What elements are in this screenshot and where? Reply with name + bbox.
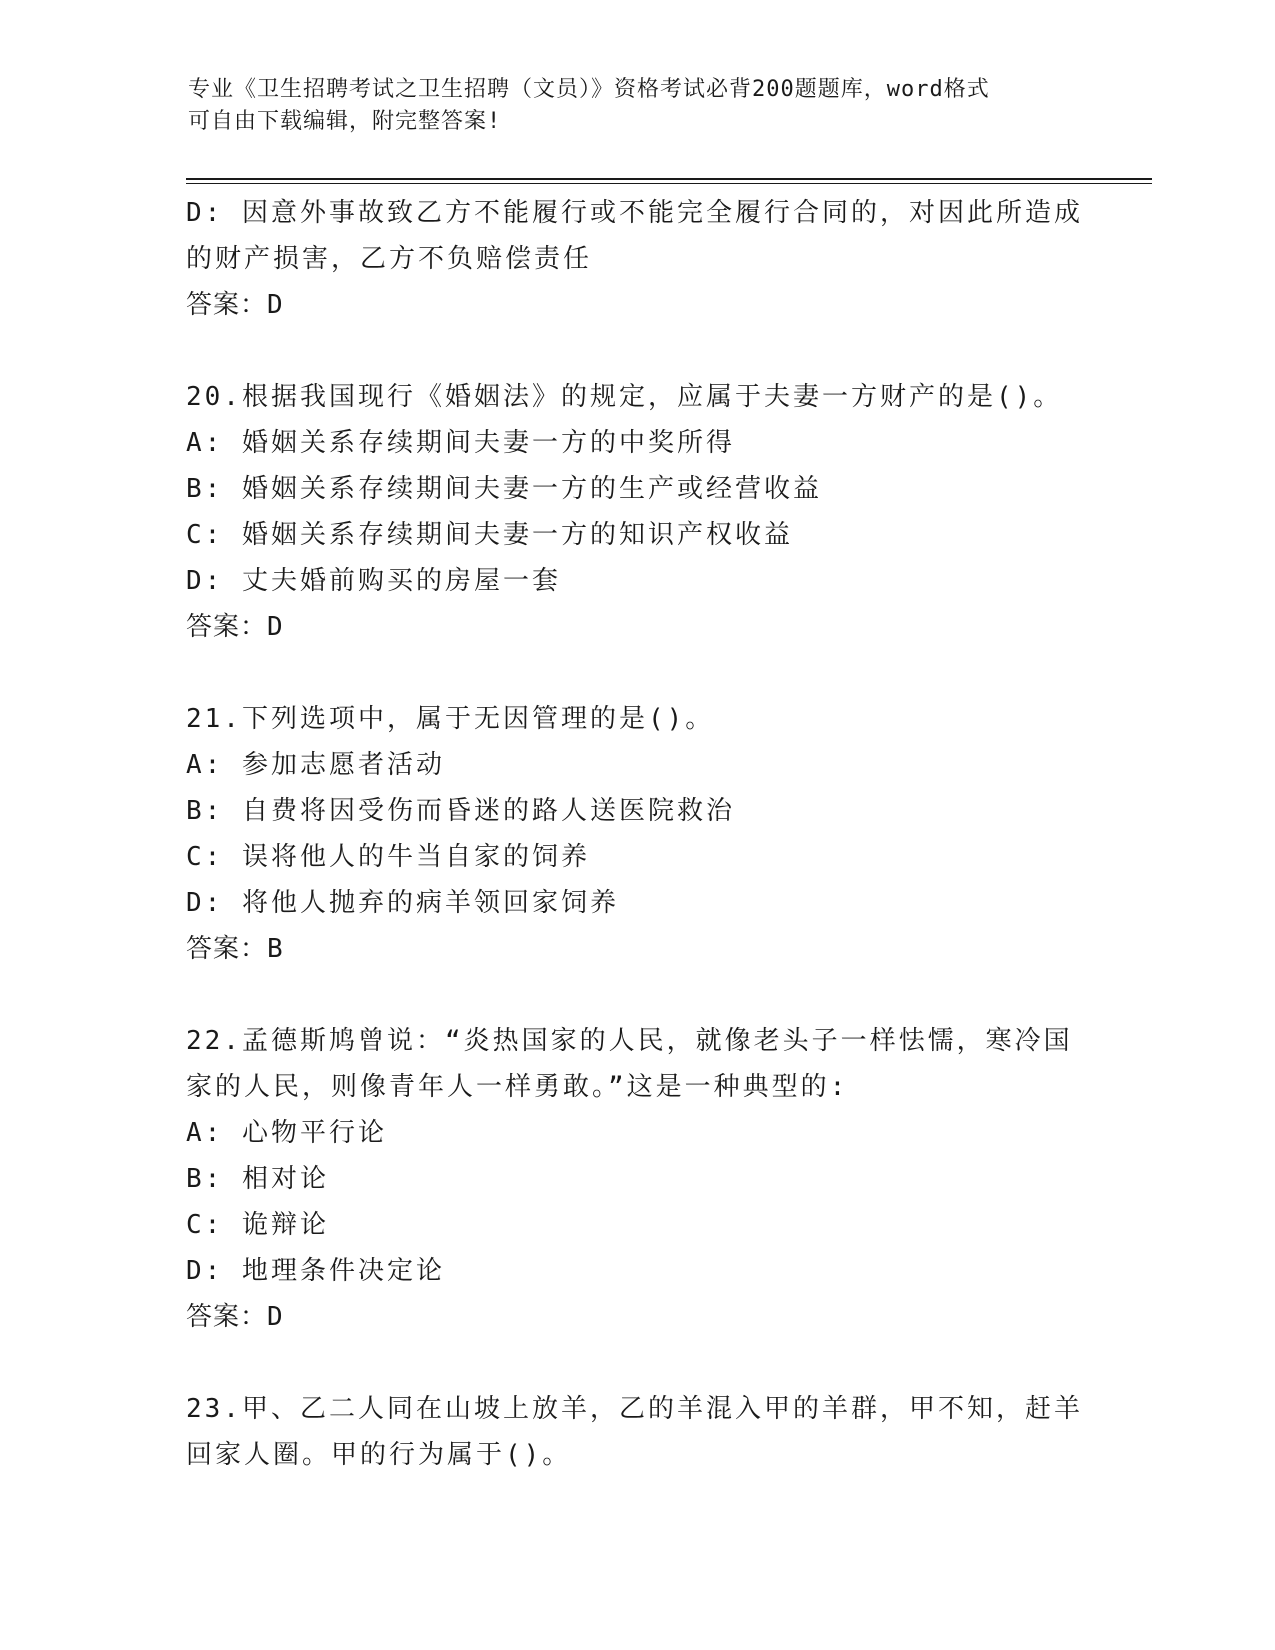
answer-label: 答案：D <box>186 1302 284 1332</box>
question-text: 22.孟德斯鸠曾说：“炎热国家的人民，就像老头子一样怯懦，寒冷国 <box>186 1026 1073 1056</box>
option-d: D: 因意外事故致乙方不能履行或不能完全履行合同的，对因此所造成 <box>186 198 1083 228</box>
option-a: A: 参加志愿者活动 <box>186 750 445 780</box>
option-c: C: 误将他人的牛当自家的饲养 <box>186 842 590 872</box>
header-title-line-2: 可自由下载编辑，附完整答案! <box>188 109 502 134</box>
option-c: C: 婚姻关系存续期间夫妻一方的知识产权收益 <box>186 520 793 550</box>
option-b: B: 相对论 <box>186 1164 329 1194</box>
option-d: D: 将他人抛弃的病羊领回家饲养 <box>186 888 619 918</box>
answer-label: 答案：D <box>186 290 284 320</box>
option-a: A: 婚姻关系存续期间夫妻一方的中奖所得 <box>186 428 735 458</box>
question-text: 21.下列选项中，属于无因管理的是()。 <box>186 704 715 734</box>
question-text: 20.根据我国现行《婚姻法》的规定，应属于夫妻一方财产的是()。 <box>186 382 1063 412</box>
question-22 <box>186 1018 1086 1340</box>
question-20 <box>186 374 1086 650</box>
question-23 <box>186 1386 1086 1478</box>
option-d: D: 地理条件决定论 <box>186 1256 445 1286</box>
question-text-continued: 回家人圈。甲的行为属于()。 <box>186 1440 572 1470</box>
header-divider-thin <box>186 183 1152 184</box>
question-spacer <box>186 328 1086 374</box>
option-c: C: 诡辩论 <box>186 1210 329 1240</box>
question-spacer <box>186 650 1086 696</box>
question-19 <box>186 190 1086 328</box>
option-b: B: 婚姻关系存续期间夫妻一方的生产或经营收益 <box>186 474 822 504</box>
question-text-continued: 家的人民，则像青年人一样勇敢。”这是一种典型的: <box>186 1072 849 1102</box>
option-b: B: 自费将因受伤而昏迷的路人送医院救治 <box>186 796 735 826</box>
question-21 <box>186 696 1086 972</box>
header-divider-thick <box>186 178 1152 180</box>
option-d-continued: 的财产损害，乙方不负赔偿责任 <box>186 244 593 274</box>
option-d: D: 丈夫婚前购买的房屋一套 <box>186 566 561 596</box>
question-text: 23.甲、乙二人同在山坡上放羊，乙的羊混入甲的羊群，甲不知，赶羊 <box>186 1394 1083 1424</box>
answer-label: 答案：D <box>186 612 284 642</box>
document-header <box>188 74 1068 138</box>
question-spacer <box>186 1340 1086 1386</box>
question-spacer <box>186 972 1086 1018</box>
option-a: A: 心物平行论 <box>186 1118 387 1148</box>
answer-label: 答案：B <box>186 934 284 964</box>
header-title-line-1: 专业《卫生招聘考试之卫生招聘（文员）》资格考试必背200题题库，word格式 <box>188 77 990 102</box>
question-content <box>186 190 1086 1478</box>
